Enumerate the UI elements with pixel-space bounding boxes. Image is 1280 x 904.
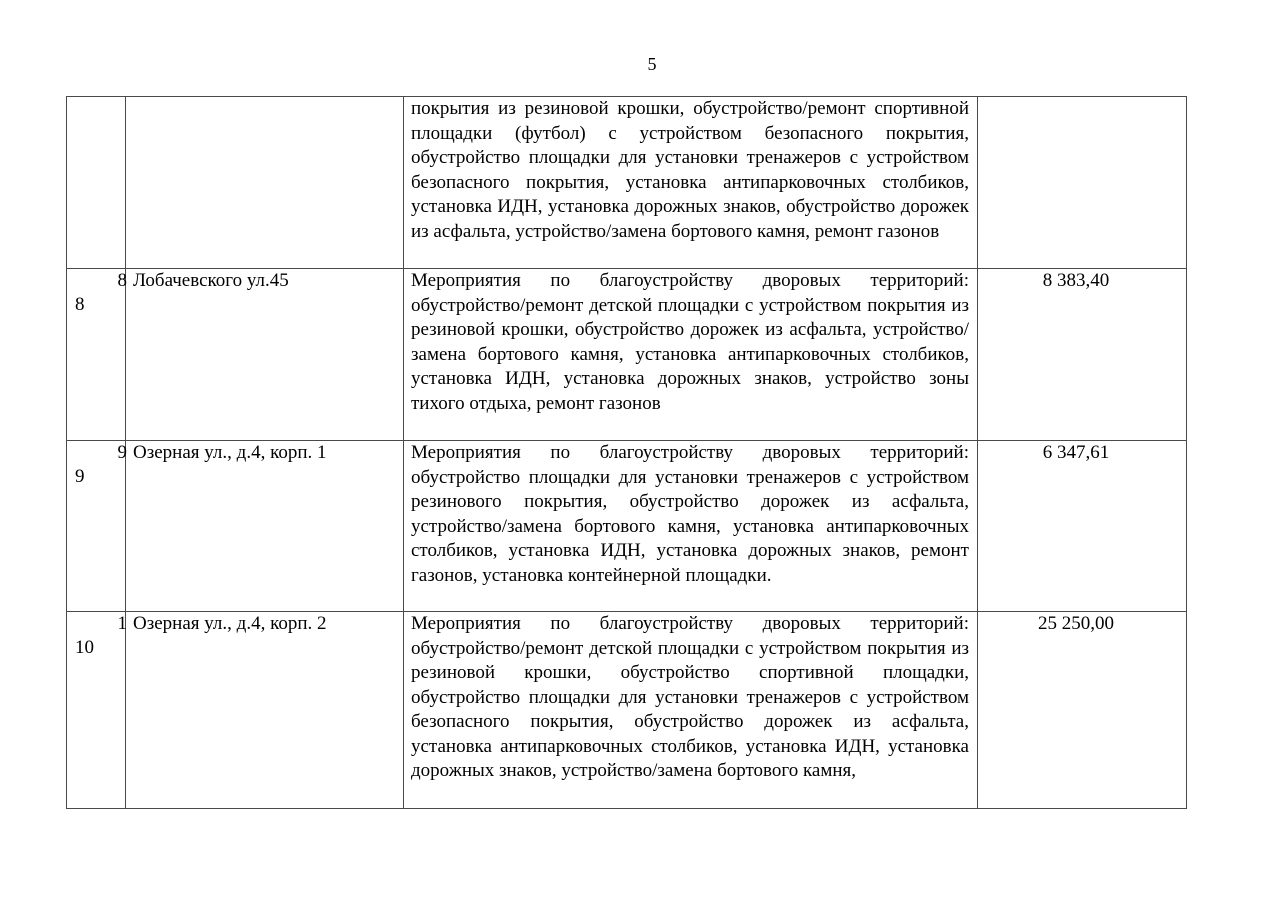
table-row	[67, 269, 1187, 441]
row-index-cell	[67, 441, 126, 612]
description-cell	[404, 269, 978, 441]
row-index: 9	[75, 466, 85, 487]
description-text: Мероприятия по благоустройству дворовых территорий: обустройство/ремонт детской площадки с устройством покрытия из резиновой крошки, обустройство спортивной площадки, обустройство площадки для установки тренажеров с устройством безопасного покрытия, обустройство дорожек из асфальта, установка антипарковочных столбиков, установка ИДН, установка дорожных знаков, устройство/замена бортового камня,	[411, 613, 969, 781]
row-index-corner: 9	[117, 442, 127, 463]
description-cell	[404, 97, 978, 269]
row-index-corner: 8	[117, 270, 127, 291]
row-index-cell	[67, 612, 126, 809]
description-text: Мероприятия по благоустройству дворовых территорий: обустройство/ремонт детской площадки с устройством покрытия из резиновой крошки, обустройство дорожек из асфальта, устройство/замена бортового камня, установка антипарковочных столбиков, установка ИДН, установка дорожных знаков, устройство зоны тихого отдыха, ремонт газонов	[411, 270, 969, 414]
address-cell	[126, 97, 404, 269]
row-index-corner: 1	[117, 613, 127, 634]
improvement-table	[66, 96, 1187, 809]
amount-cell: 25 250,00	[978, 612, 1187, 809]
description-cell	[404, 441, 978, 612]
address-cell: Лобачевского ул.45	[126, 269, 404, 441]
address-cell: Озерная ул., д.4, корп. 2	[126, 612, 404, 809]
description-text: покрытия из резиновой крошки, обустройство/ремонт спортивной площадки (футбол) с устройством безопасного покрытия, обустройство площадки для установки тренажеров с устройством безопасного покрытия, установка антипарковочных столбиков, установка ИДН, установка дорожных знаков, обустройство дорожек из асфальта, устройство/замена бортового камня, ремонт газонов	[411, 98, 969, 242]
description-cell	[404, 612, 978, 809]
page-number: 5	[647, 54, 657, 74]
amount-cell: 8 383,40	[978, 269, 1187, 441]
amount-cell	[978, 97, 1187, 269]
row-index: 10	[75, 637, 94, 658]
address-cell: Озерная ул., д.4, корп. 1	[126, 441, 404, 612]
row-index: 8	[75, 294, 85, 315]
table-row	[67, 441, 1187, 612]
description-text: Мероприятия по благоустройству дворовых территорий: обустройство площадки для установки тренажеров с устройством резинового покрытия, обустройство дорожек из асфальта, устройство/замена бортового камня, установка антипарковочных столбиков, установка ИДН, установка дорожных знаков, ремонт газонов, установка контейнерной площадки.	[411, 442, 969, 586]
table-row	[67, 612, 1187, 809]
amount-cell: 6 347,61	[978, 441, 1187, 612]
row-index-cell	[67, 269, 126, 441]
row-index-cell	[67, 97, 126, 269]
table-row	[67, 97, 1187, 269]
